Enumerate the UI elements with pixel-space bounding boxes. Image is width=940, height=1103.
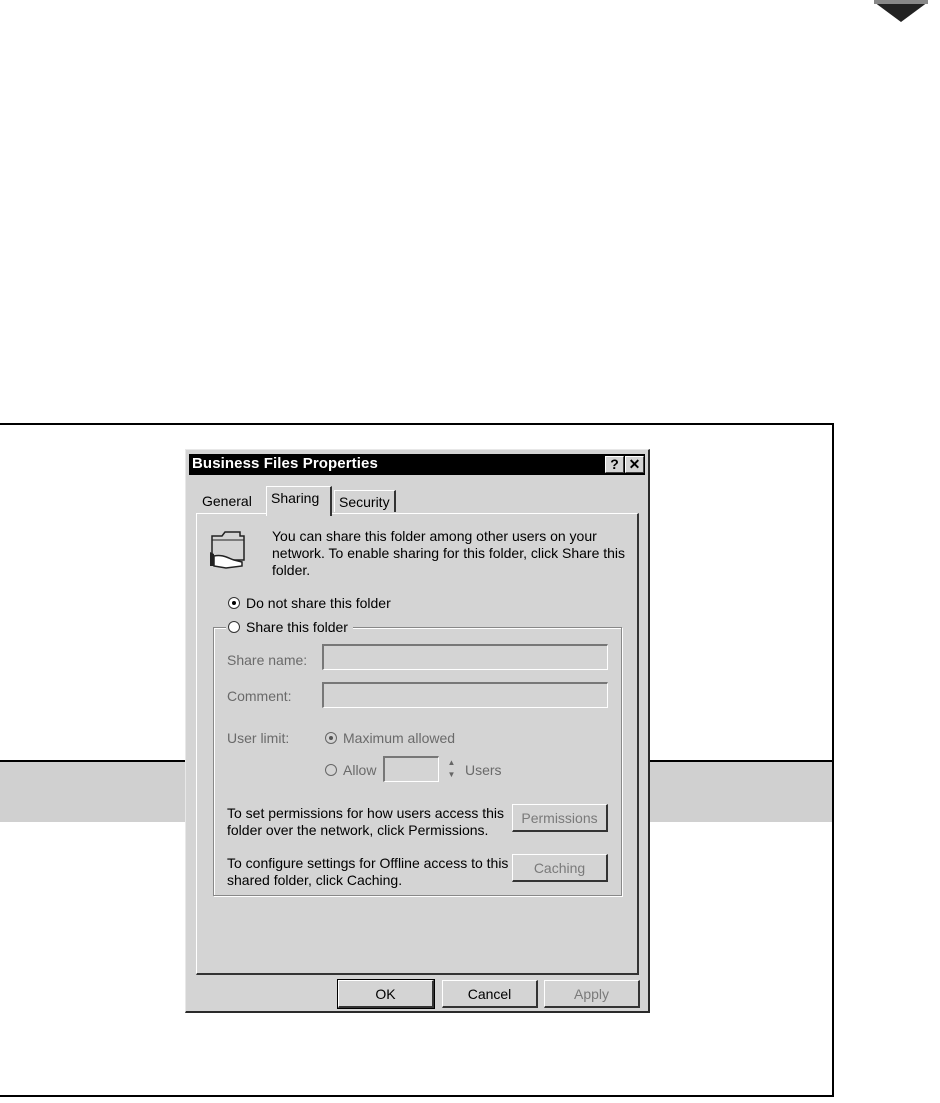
tab-security[interactable]: Security (334, 490, 396, 512)
dialog-title: Business Files Properties (192, 455, 378, 472)
allow-users-input[interactable] (383, 756, 439, 782)
help-button[interactable]: ? (605, 456, 624, 473)
share-name-label: Share name: (227, 652, 308, 668)
maximum-allowed-radio[interactable] (325, 732, 337, 744)
spin-down-icon[interactable]: ▼ (447, 770, 456, 779)
permissions-description: To set permissions for how users access this folder over the network, click Permissions. (227, 805, 504, 838)
allow-option[interactable] (325, 762, 376, 778)
title-bar[interactable] (189, 454, 645, 475)
do-not-share-label: Do not share this folder (246, 595, 391, 611)
do-not-share-radio[interactable] (228, 597, 240, 609)
close-button[interactable]: ✕ (625, 456, 644, 473)
share-this-folder-label: Share this folder (246, 619, 348, 635)
caching-description: To configure settings for Offline access to this shared folder, click Caching. (227, 855, 509, 888)
caching-button[interactable]: Caching (512, 854, 608, 882)
share-this-folder-radio[interactable] (228, 621, 240, 633)
comment-input[interactable] (322, 682, 608, 708)
comment-label: Comment: (227, 688, 292, 704)
users-label: Users (465, 762, 502, 778)
share-this-folder-option[interactable] (226, 619, 353, 635)
page-corner-arrow-icon (874, 0, 928, 24)
shared-folder-icon (208, 530, 248, 572)
user-limit-label: User limit: (227, 730, 290, 746)
allow-users-spinner[interactable] (445, 757, 458, 781)
share-name-input[interactable] (322, 644, 608, 670)
permissions-button[interactable]: Permissions (512, 804, 608, 832)
cancel-button[interactable]: Cancel (442, 980, 538, 1008)
properties-dialog (185, 449, 650, 1013)
tab-sharing[interactable]: Sharing (266, 486, 332, 516)
maximum-allowed-label: Maximum allowed (343, 730, 456, 746)
sharing-intro-text: You can share this folder among other users on your network. To enable sharing for this folder, click Share this folder. (272, 528, 626, 578)
apply-button[interactable]: Apply (544, 980, 640, 1008)
do-not-share-option[interactable] (228, 595, 391, 611)
allow-radio[interactable] (325, 764, 337, 776)
tab-general[interactable]: General (202, 493, 252, 509)
ok-button[interactable]: OK (338, 980, 434, 1008)
allow-label: Allow (343, 762, 377, 778)
maximum-allowed-option[interactable] (325, 730, 455, 746)
spin-up-icon[interactable]: ▲ (447, 758, 456, 767)
